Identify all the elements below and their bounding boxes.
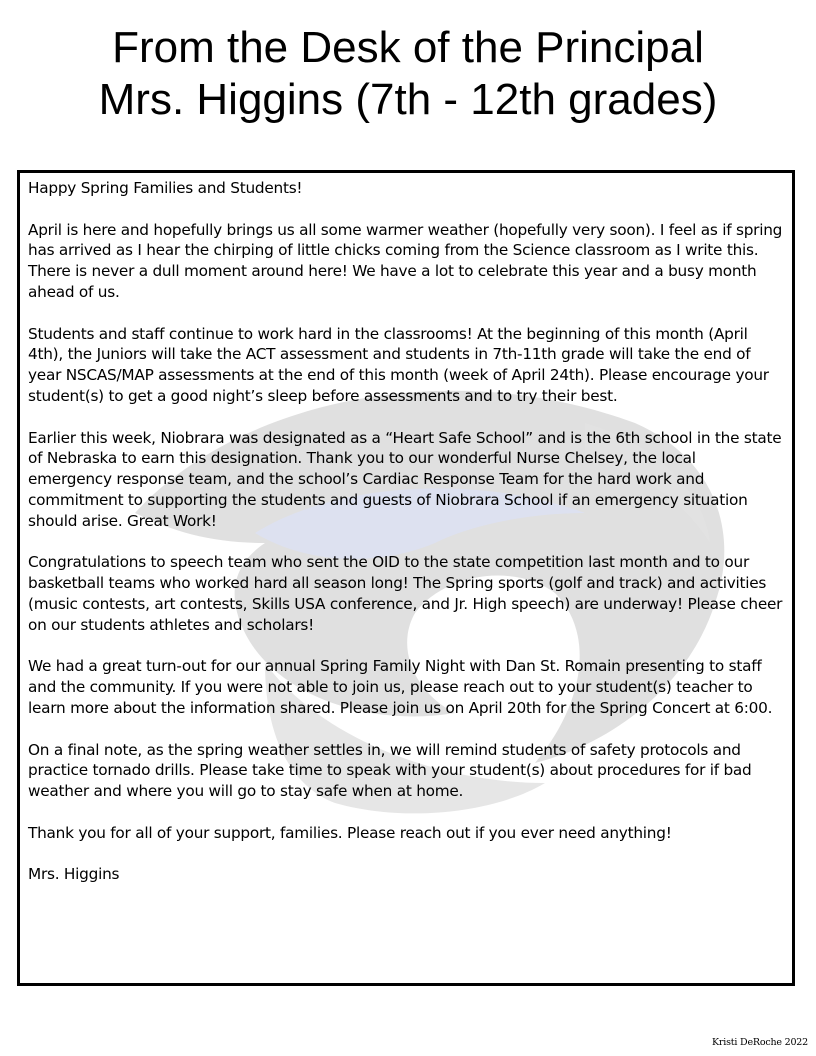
letter-paragraph: On a final note, as the spring weather settles in, we will remind students of safety protocols and practice tornado drills. Please take time to speak with your student(s) about procedures for if bad weather and where you will go to stay safe when at home. [28,740,752,801]
letter-content [20,173,792,885]
page-title-line-2: Mrs. Higgins (7th - 12th grades) [98,75,718,124]
letter-paragraph: Congratulations to speech team who sent the OID to the state competition last month and to our basketball teams who worked hard all season long! The Spring sports (golf and track) and activities (music contests, art contests, Skills USA conference, and Jr. High speech) are underway! Please cheer on our students athletes and scholars! [28,553,783,634]
letter-paragraph: Students and staff continue to work hard in the classrooms! At the beginning of this month (April 4th), the Juniors will take the ACT assessment and students in 7th-11th grade will take the end of year NSCAS/MAP assessments at the end of this month (week of April 24th). Please encourage your student(s) to get a good night’s sleep before assessments and to try their best. [28,324,769,405]
letter-paragraph: Thank you for all of your support, families. Please reach out if you ever need anything! [28,823,672,842]
letter-paragraph: We had a great turn-out for our annual Spring Family Night with Dan St. Romain presenting to staff and the community. If you were not able to join us, please reach out to your student(s) teacher to learn more about the information shared. Please join us on April 20th for the Spring Concert at 6:00. [28,657,773,717]
letter-box [17,170,795,986]
letter-signature: Mrs. Higgins [28,865,120,884]
page-title [0,22,816,126]
footer-credit: Kristi DeRoche 2022 [712,1037,808,1048]
page-title-line-1: From the Desk of the Principal [112,23,704,72]
letter-paragraph: April is here and hopefully brings us all some warmer weather (hopefully very soon). I feel as if spring has arrived as I hear the chirping of little chicks coming from the Science classroom as I write this. There is never a dull moment around here! We have a lot to celebrate this year and a busy month ahead of us. [28,220,783,301]
letter-greeting: Happy Spring Families and Students! [28,179,303,197]
letter-paragraph: Earlier this week, Niobrara was designated as a “Heart Safe School” and is the 6th school in the state of Nebraska to earn this designation. Thank you to our wonderful Nurse Chelsey, the local emergency response team, and the school’s Cardiac Response Team for the hard work and commitment to supporting the students and guests of Niobrara School if an emergency situation should arise. Great Work! [28,428,782,530]
